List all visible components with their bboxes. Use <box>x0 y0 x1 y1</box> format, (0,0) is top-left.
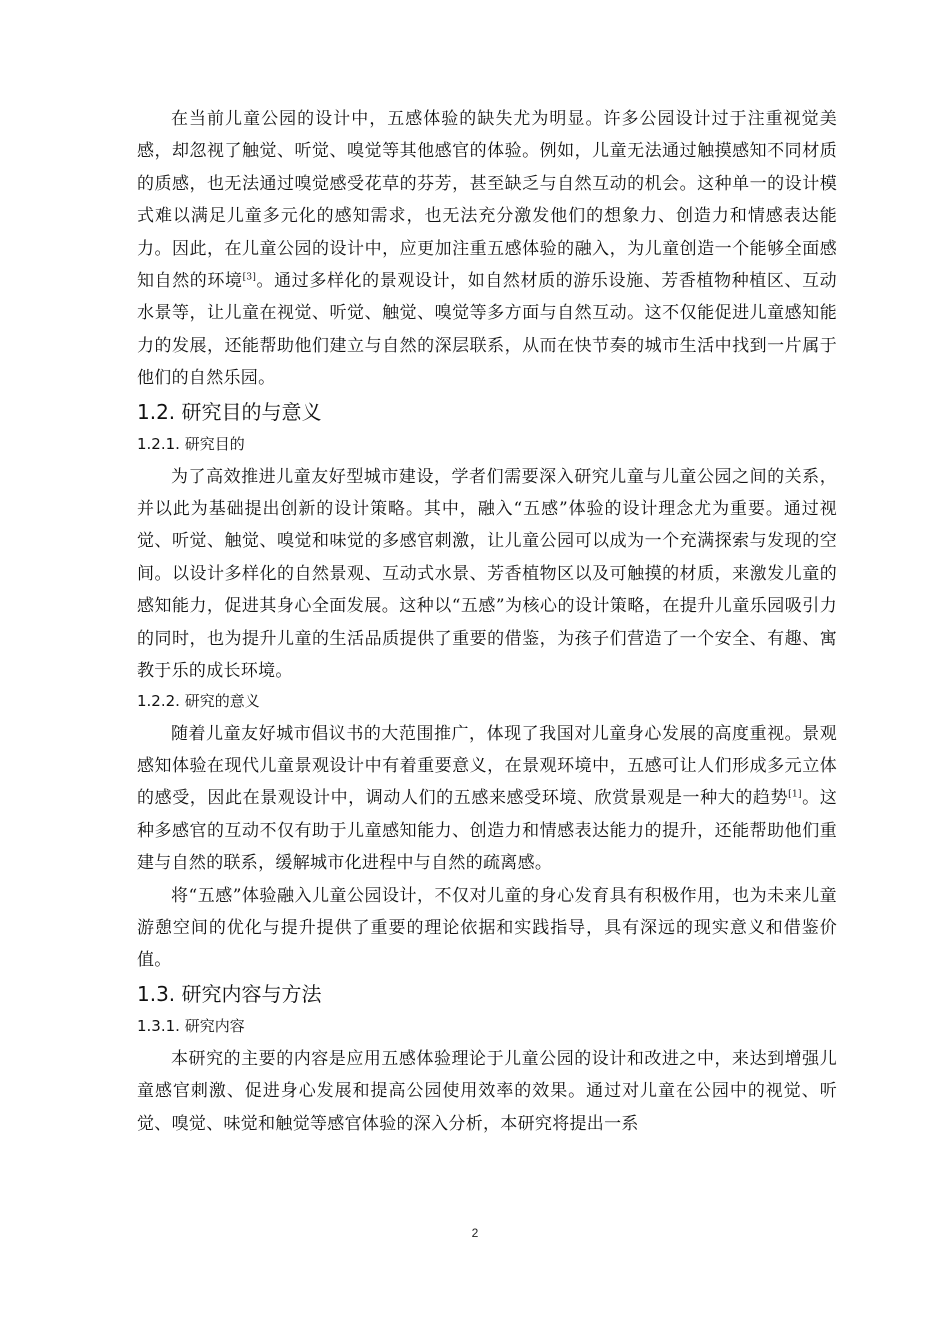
subsection-heading-1-2-1: 1.2.1. 研究目的 <box>137 434 245 453</box>
paragraph-text: 随着儿童友好城市倡议书的大范围推广，体现了我国对儿童身心发展的高度重视。景观感知体验在现代儿童景观设计中有着重要意义，在景观环境中，五感可让人们形成多元立体的感受，因此在景观设计中，调动人们的五感来感受环境、欣赏景观是一种大的趋势 <box>137 723 837 809</box>
subsection-heading-1-3-1: 1.3.1. 研究内容 <box>137 1016 245 1035</box>
paragraph-five-senses-deficiency <box>137 103 837 395</box>
page-content <box>137 103 837 1140</box>
paragraph-research-purpose: 为了高效推进儿童友好型城市建设，学者们需要深入研究儿童与儿童公园之间的关系，并以此为基础提出创新的设计策略。其中，融入“五感”体验的设计理念尤为重要。通过视觉、听觉、触觉、嗅觉和味觉的多感官刺激，让儿童公园可以成为一个充满探索与发现的空间。以设计多样化的自然景观、互动式水景、芳香植物区以及可触摸的材质，来激发儿童的感知能力，促进其身心全面发展。这种以“五感”为核心的设计策略，在提升儿童乐园吸引力的同时，也为提升儿童的生活品质提供了重要的借鉴，为孩子们营造了一个安全、有趣、寓教于乐的成长环境。 <box>137 466 837 682</box>
paragraph-research-significance <box>137 718 837 880</box>
paragraph-research-value: 将“五感”体验融入儿童公园设计，不仅对儿童的身心发育具有积极作用，也为未来儿童游憩空间的优化与提升提供了重要的理论依据和实践指导，具有深远的现实意义和借鉴价值。 <box>137 885 837 971</box>
citation-ref: [3] <box>242 272 257 283</box>
page-number: 2 <box>471 1226 479 1240</box>
section-heading-1-2: 1.2. 研究目的与意义 <box>137 399 322 424</box>
paragraph-text: 在当前儿童公园的设计中，五感体验的缺失尤为明显。许多公园设计过于注重视觉美感，却忽视了触觉、听觉、嗅觉等其他感官的体验。例如，儿童无法通过触摸感知不同材质的质感，也无法通过嗅觉感受花草的芬芳，甚至缺乏与自然互动的机会。这种单一的设计模式难以满足儿童多元化的感知需求，也无法充分激发他们的想象力、创造力和情感表达能力。因此，在儿童公园的设计中，应更加注重五感体验的融入，为儿童创造一个能够全面感知自然的环境 <box>137 109 837 292</box>
paragraph-text: 。这种多感官的互动不仅有助于儿童感知能力、创造力和情感表达能力的提升，还能帮助他们重建与自然的联系，缓解城市化进程中与自然的疏离感。 <box>137 788 837 874</box>
subsection-heading-1-2-2: 1.2.2. 研究的意义 <box>137 691 260 710</box>
paragraph-text: 。通过多样化的景观设计，如自然材质的游乐设施、芳香植物种植区、互动水景等，让儿童在视觉、听觉、触觉、嗅觉等多方面与自然互动。这不仅能促进儿童感知能力的发展，还能帮助他们建立与自然的深层联系，从而在快节奏的城市生活中找到一片属于他们的自然乐园。 <box>137 271 837 389</box>
citation-ref: [1] <box>788 789 802 800</box>
section-heading-1-3: 1.3. 研究内容与方法 <box>137 981 322 1006</box>
paragraph-research-content: 本研究的主要的内容是应用五感体验理论于儿童公园的设计和改进之中，来达到增强儿童感官刺激、促进身心发展和提高公园使用效率的效果。通过对儿童在公园中的视觉、听觉、嗅觉、味觉和触觉等感官体验的深入分析，本研究将提出一系 <box>137 1048 837 1134</box>
